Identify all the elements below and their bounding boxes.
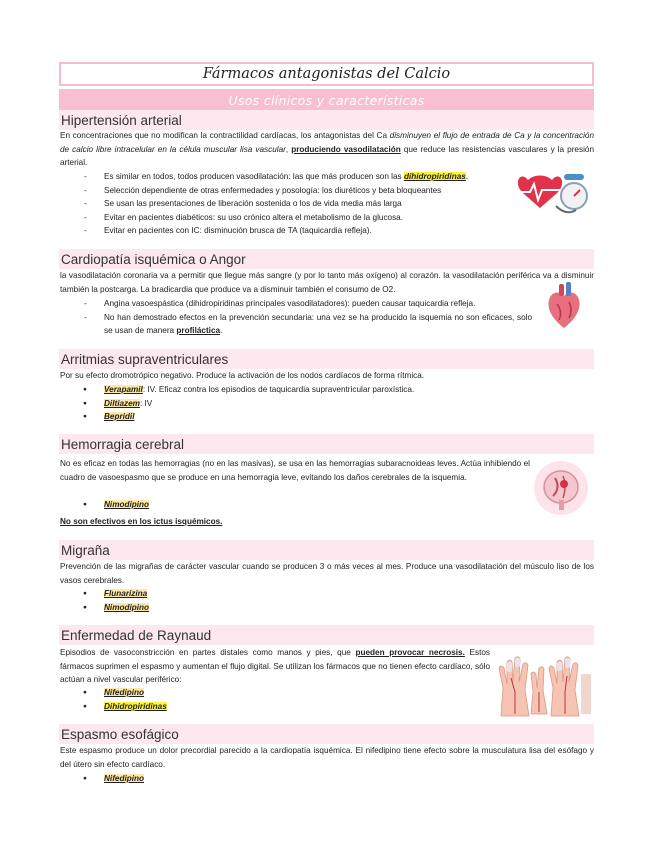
list-item [60,224,520,238]
drug-name: Nifedipino [104,688,145,697]
arritmias-list [60,383,594,424]
raynaud-paragraph [60,646,490,687]
section-heading-arritmias [59,349,594,369]
hipertension-paragraph [60,129,594,170]
highlight-drug: dihidropiridinas [403,172,466,181]
espasmo-list [60,772,594,786]
list-item [60,686,490,700]
title-box [59,62,594,86]
drug-name: Nimodipino [104,500,150,509]
heading-text: Hemorragia cerebral [61,436,185,452]
list-item [60,311,532,338]
section-heading-hemorragia [59,434,594,454]
section-heading-migrana [59,540,594,560]
subtitle-bar [59,89,594,111]
text-underlined: No son efectivos en los ictus isquémicos. [60,517,223,526]
espasmo-paragraph: Este espasmo produce un dolor precordial parecido a la cardiopatía isquémica. El nifedipino tiene efecto sobre la musculatura lisa del esófago y del útero sin efecto cardíaco. [60,746,594,769]
section-heading-cardiopatia [59,249,594,269]
text: En concentraciones que no modifican la contractilidad cardíacas, los antagonistas del Ca [60,131,390,140]
heading-text: Enfermedad de Raynaud [61,627,212,643]
text: . [465,172,469,181]
list-item [60,700,490,714]
drug-name: Nimodipino [104,602,150,612]
text: , [285,144,292,154]
cardiopatia-list [60,297,532,338]
text: Selección dependiente de otras enfermedades y posología: los diuréticos y beta bloqueantes [104,185,442,195]
list-item [60,383,594,397]
drug-name: Flunarizina [104,589,148,598]
heading-text: Espasmo esofágico [61,726,179,742]
page-title: Fármacos antagonistas del Calcio [202,66,451,82]
heading-text: Cardiopatía isquémica o Angor [61,251,246,267]
hemorragia-note [60,515,594,529]
page-subtitle: Usos clínicos y características [228,92,425,108]
text-underlined: produciendo vasodilatación [291,144,401,154]
heading-text: Arritmias supraventriculares [61,351,229,367]
list-item [60,772,594,786]
heart-pressure-icon [516,166,592,222]
list-item [60,410,594,424]
list-item [60,297,532,311]
list-item [60,601,594,615]
migrana-paragraph: Prevención de las migrañas de carácter vascular cuando se producen 3 o más veces al mes. Produce una vasodilatación del músculo liso de los vasos cerebrales. [60,562,594,585]
text: que reduce las resistencias vasculares y la presión arterial. [60,144,594,168]
text: Estos fármacos suprimen el espasmo y aumentan el flujo digital. Se utilizan los fármacos que no tienen efecto cardíaco, sólo actúan a nivel vascular periférico: [60,648,490,685]
section-heading-raynaud [59,625,594,645]
heading-text: Migraña [61,542,110,558]
hemorragia-list [60,498,520,512]
list-item [60,170,520,184]
list-item [60,211,520,225]
text: Es similar en todos, todos producen vasodilatación: las que más producen son las [104,172,404,181]
drug-name: Bepridil [104,412,135,422]
drug-name: Nifedipino [104,774,145,783]
heart-anatomy-icon [545,282,583,330]
list-item [60,498,520,512]
text-underlined: pueden provocar necrosis. [355,648,465,657]
hipertension-list [60,170,520,238]
arritmias-paragraph: Por su efecto dromotrópico negativo. Produce la activación de los nodos cardíacos de forma rítmica. [60,371,425,380]
section-heading-hipertension [59,110,594,130]
drug-name: Dihidropiridinas [104,701,167,711]
list-item [60,184,520,198]
text: : IV. Eficaz contra los episodios de taquicardia supraventricular paroxística. [142,385,415,394]
text: Angina vasoespástica (dihidropiridinas principales vasodilatadores): pueden causar taquicardia refleja. [104,299,476,308]
heading-text: Hipertensión arterial [61,112,182,128]
cardiopatia-paragraph: la vasodilatación coronaria va a permitir que llegue más sangre (y por lo tanto más oxígeno) al corazón. la vasodilatación periférica va a disminuir también la postcarga. La bradicardia que produce va a disminuir también el consumo de O2. [60,271,594,294]
text: Episodios de vasoconstricción en partes distales como manos y pies, que [60,648,356,657]
section-heading-espasmo [59,724,594,744]
list-item [60,397,594,411]
drug-name: Verapamil [104,385,143,394]
raynaud-hands-icon [495,648,595,720]
text-italic: disminuyen el flujo de entrada de Ca y la concentración de calcio libre intracelular en la célula muscular lisa vascular [60,131,594,154]
text: Evitar en pacientes con IC: disminución brusca de TA (taquicardia refleja). [104,226,372,236]
raynaud-list [60,686,490,713]
brain-hemorrhage-icon [533,460,589,516]
text-underlined: profiláctica [176,326,221,336]
text: Evitar en pacientes diabéticos: su uso crónico altera el metabolismo de la glucosa. [104,212,404,222]
hemorragia-paragraph: No es eficaz en todas las hemorragias (no en las masivas), se usa en las hemorragias subaracnoideas leves. Actúa inhibiendo el cuadro de vasoespasmo que se produce en una hemorragia leve, evitando los daños cerebrales de la isquemia. [60,459,530,482]
migrana-list [60,587,594,614]
text: . [220,326,223,336]
drug-name: Diltiazem [104,398,140,408]
list-item [60,197,520,211]
text: No han demostrado efectos en la prevención secundaria: una vez se ha producido la isquemia no son eficaces, solo se usan de manera [104,312,532,336]
text: : IV [139,398,153,408]
text: Se usan las presentaciones de liberación sostenida o los de vida media más larga [104,199,402,209]
list-item [60,587,594,601]
